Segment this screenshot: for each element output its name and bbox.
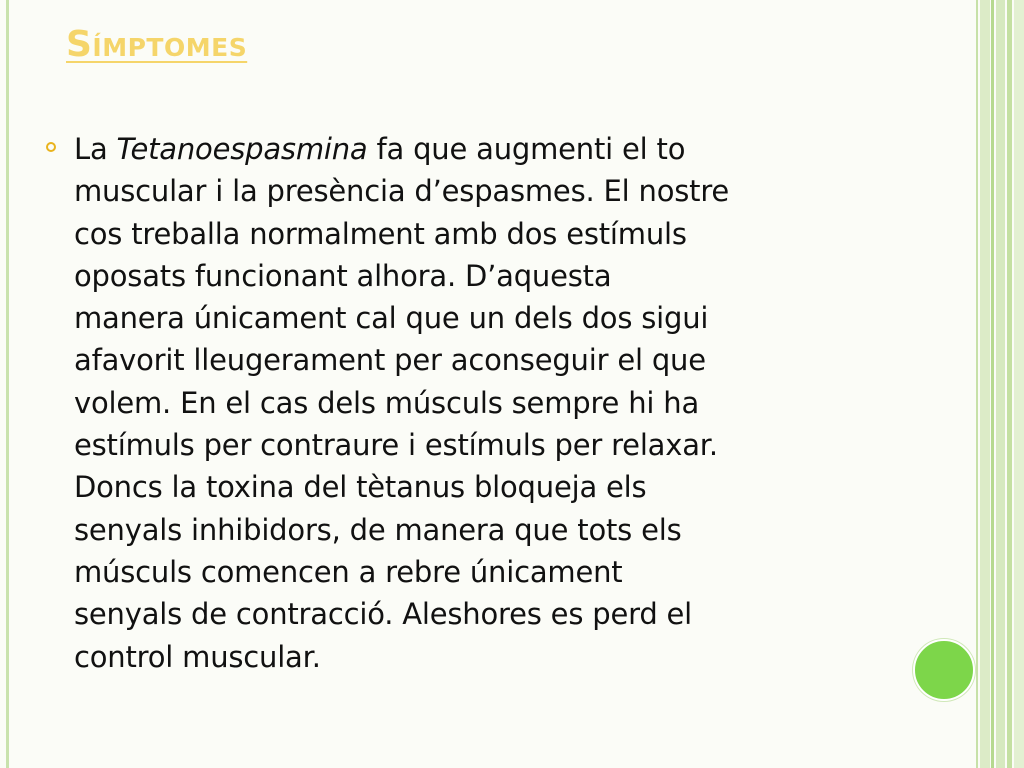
- body-line: Doncs la toxina del tètanus bloqueja els: [74, 470, 647, 505]
- body-line: oposats funcionant alhora. D’aquesta: [74, 258, 612, 293]
- body-intro: La: [74, 132, 117, 166]
- body-emphasis: Tetanoespasmina: [116, 132, 368, 166]
- body-line: senyals inhibidors, de manera que tots els: [74, 512, 682, 547]
- right-stripe: [976, 0, 978, 768]
- body-line-1-rest: fa que augmenti el to: [367, 132, 686, 166]
- bullet-text: [74, 128, 946, 678]
- right-stripe: [1007, 0, 1012, 768]
- right-stripe: [991, 0, 994, 768]
- hollow-circle-bullet-icon: [46, 142, 56, 152]
- left-border-line: [6, 0, 9, 768]
- body-line: estímuls per contraure i estímuls per relaxar.: [74, 428, 718, 463]
- body-line: volem. En el cas dels músculs sempre hi ha: [74, 385, 700, 420]
- body-line: afavorit lleugerament per aconseguir el que: [74, 343, 706, 378]
- right-stripe: [1014, 0, 1024, 768]
- body-line: senyals de contracció. Aleshores es perd el: [74, 597, 693, 632]
- body-line: manera únicament cal que un dels dos sigui: [74, 301, 709, 336]
- body-line: control muscular.: [74, 639, 321, 674]
- right-stripe: [996, 0, 1005, 768]
- green-circle-decoration: [913, 639, 975, 701]
- bullet-item: [46, 128, 946, 678]
- right-stripe: [980, 0, 990, 768]
- body-line: cos treballa normalment amb dos estímuls: [74, 216, 687, 251]
- body-line: muscular i la presència d’espasmes. El nostre: [74, 174, 730, 209]
- body-line: músculs comencen a rebre únicament: [74, 554, 623, 589]
- slide-title: Símptomes: [66, 24, 248, 65]
